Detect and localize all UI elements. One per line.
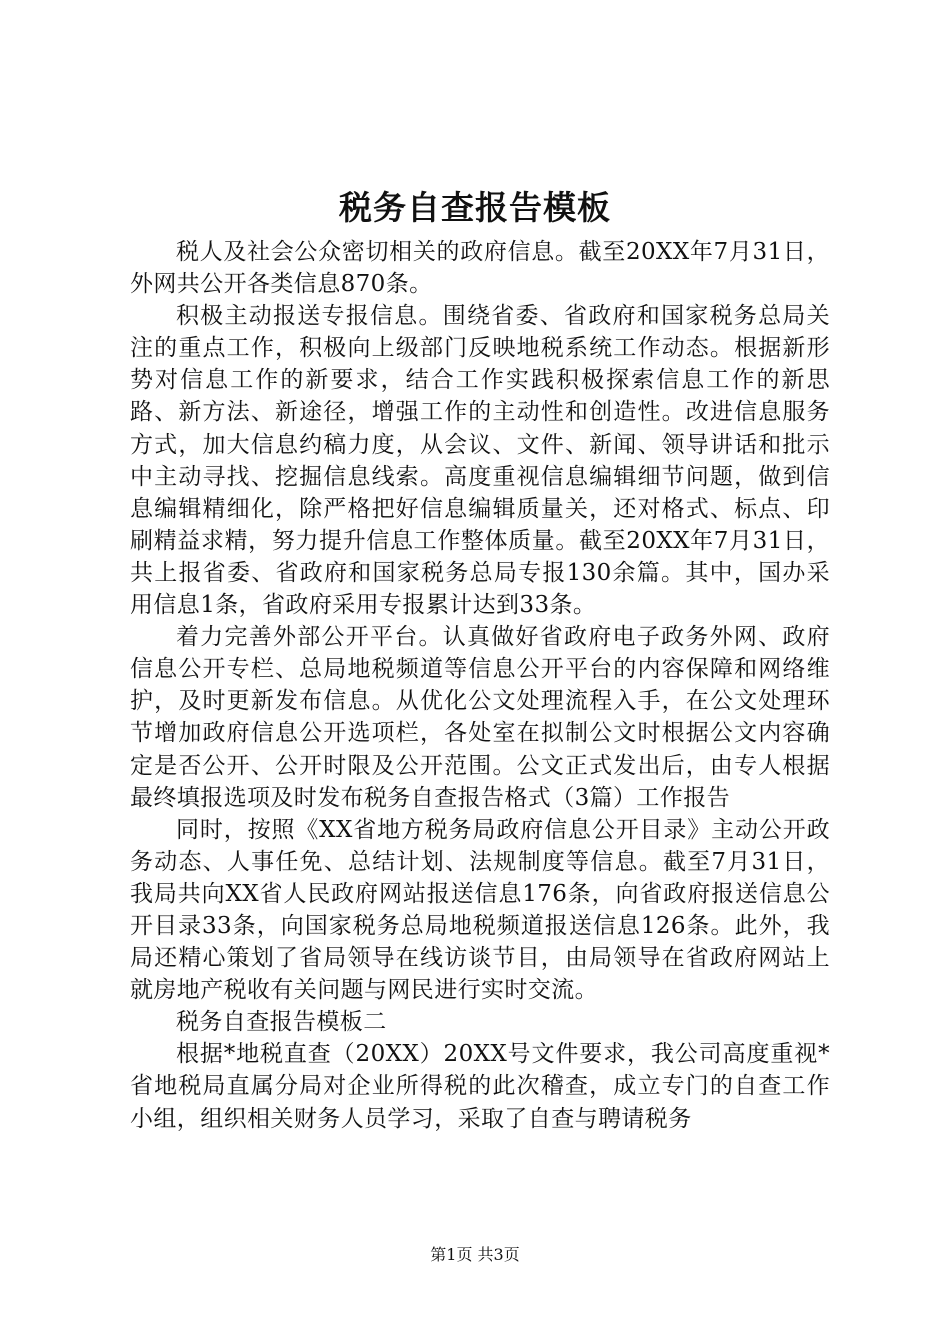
paragraph-2: 积极主动报送专报信息。围绕省委、省政府和国家税务总局关注的重点工作，积极向上级部门反映地税系统工作动态。根据新形势对信息工作的新要求，结合工作实践积极探索信息工作的新思路、新方法、新途径，增强工作的主动性和创造性。改进信息服务方式，加大信息约稿力度，从会议、文件、新闻、领导讲话和批示中主动寻找、挖掘信息线索。高度重视信息编辑细节问题，做到信息编辑精细化，除严格把好信息编辑质量关，还对格式、标点、印刷精益求精，努力提升信息工作整体质量。截至20XX年7月31日，共上报省委、省政府和国家税务总局专报130余篇。其中，国办采用信息1条，省政府采用专报累计达到33条。 bbox=[130, 303, 830, 619]
paragraph-5: 根据*地税直查（20XX）20XX号文件要求，我公司高度重视*省地税局直属分局对企业所得税的此次稽查，成立专门的自查工作小组，组织相关财务人员学习，采取了自查与聘请税务 bbox=[130, 1041, 830, 1132]
paragraph-3: 着力完善外部公开平台。认真做好省政府电子政务外网、政府信息公开专栏、总局地税频道等信息公开平台的内容保障和网络维护，及时更新发布信息。从优化公文处理流程入手，在公文处理环节增加政府信息公开选项栏，各处室在拟制公文时根据公文内容确定是否公开、公开时限及公开范围。公文正式发出后，由专人根据最终填报选项及时发布税务自查报告格式（3篇）工作报告 bbox=[130, 624, 830, 811]
document-title: 税务自查报告模板 bbox=[339, 188, 611, 227]
section-subheading: 税务自查报告模板二 bbox=[176, 1009, 387, 1036]
document-body bbox=[130, 236, 830, 1135]
paragraph-4: 同时，按照《XX省地方税务局政府信息公开目录》主动公开政务动态、人事任免、总结计划、法规制度等信息。截至7月31日，我局共向XX省人民政府网站报送信息176条，向省政府报送信息公开目录33条，向国家税务总局地税频道报送信息126条。此外，我局还精心策划了省局领导在线访谈节目，由局领导在省政府网站上就房地产税收有关问题与网民进行实时交流。 bbox=[130, 816, 830, 1004]
page-footer: 第1页 共3页 bbox=[430, 1245, 520, 1264]
paragraph-1: 税人及社会公众密切相关的政府信息。截至20XX年7月31日，外网共公开各类信息870条。 bbox=[130, 239, 830, 298]
